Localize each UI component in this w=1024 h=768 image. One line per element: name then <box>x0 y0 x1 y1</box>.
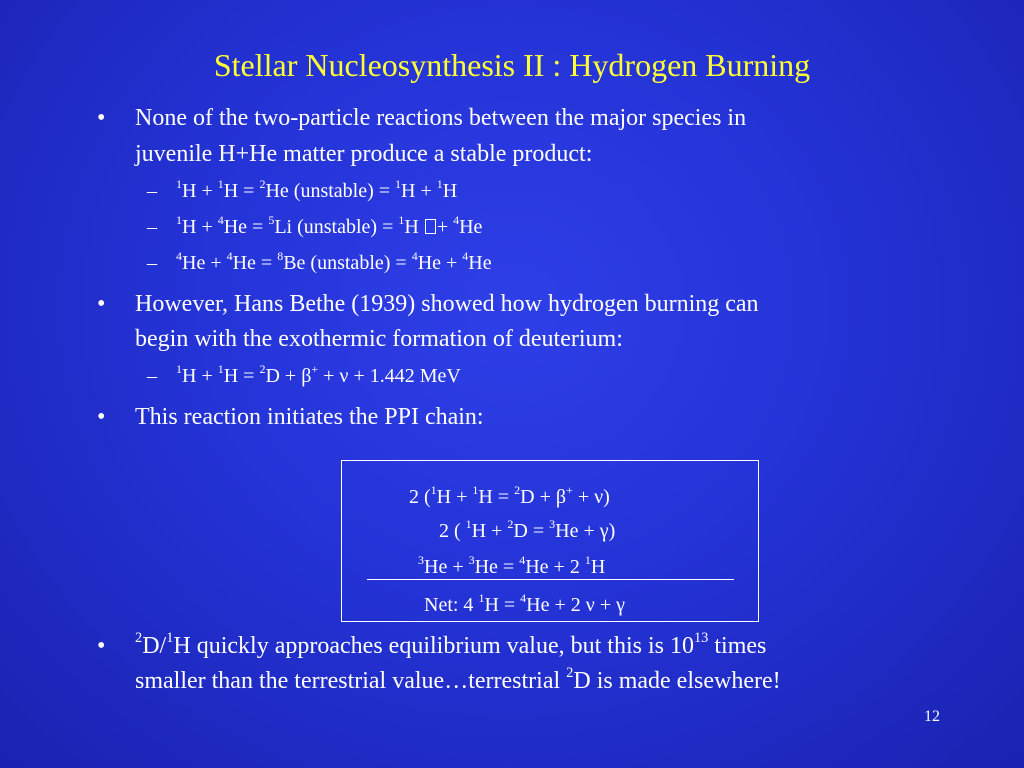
bullet-text: juvenile H+He matter produce a stable product: <box>135 141 593 167</box>
reaction-equation: $^1$H + $^1$H = $^2$He (unstable) = $^1$H + $^1$H <box>176 176 458 202</box>
chain-equation-1: 2 ($^1$H + $^1$H = $^2$D + β+ + ν) <box>409 482 610 508</box>
bullet-text: None of the two-particle reactions between the major species in <box>135 105 747 131</box>
bullet-marker: • <box>97 291 106 317</box>
slide-title: Stellar Nucleosynthesis II : Hydrogen Burning <box>213 47 811 83</box>
bullet-text: However, Hans Bethe (1939) showed how hydrogen burning can <box>135 291 759 317</box>
dash-marker: – <box>147 180 157 202</box>
dash-marker: – <box>147 365 157 387</box>
bullet-text: $^2$D/$^1$H quickly approaches equilibrium value, but this is $10^{13}$ times <box>135 629 767 659</box>
reaction-equation: $^4$He + $^4$He = $^8$Be (unstable) = $^4$He + $^4$He <box>176 248 492 274</box>
bullet-marker: • <box>97 633 106 659</box>
bullet-text: This reaction initiates the PPI chain: <box>135 404 484 430</box>
reaction-equation: $^1$H + $^4$He = $^5$Li (unstable) = $^1$H + $^4$He <box>176 212 483 238</box>
chain-equation-3: $^3$He + $^3$He = $^4$He + 2 $^1$H <box>418 552 606 578</box>
page-number: 12 <box>924 708 940 725</box>
bullet-text: begin with the exothermic formation of deuterium: <box>135 326 623 352</box>
chain-equation-net: Net: 4 $^1$H = $^4$He + 2 ν + γ <box>424 590 625 616</box>
reaction-equation: $^1$H + $^1$H = $^2$D + β+ + ν + 1.442 MeV <box>176 361 461 387</box>
bullet-marker: • <box>97 404 106 430</box>
sum-rule-divider <box>367 579 734 580</box>
bullet-text: smaller than the terrestrial value…terrestrial $^2$D is made elsewhere! <box>135 664 781 694</box>
dash-marker: – <box>147 252 157 274</box>
missing-glyph-icon <box>425 219 436 234</box>
dash-marker: – <box>147 216 157 238</box>
chain-equation-2: 2 ( $^1$H + $^2$D = $^3$He + γ) <box>439 516 616 542</box>
bullet-marker: • <box>97 105 106 131</box>
